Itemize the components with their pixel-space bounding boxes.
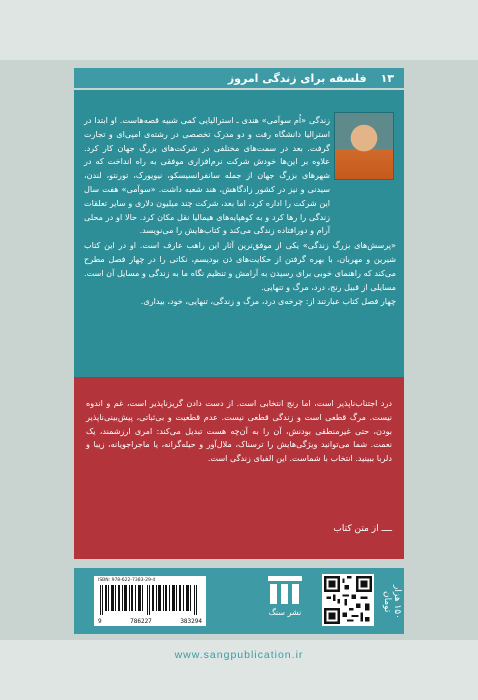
publisher-logo — [262, 574, 308, 626]
publisher-name: نشر سنگ — [268, 608, 302, 617]
barcode-digit-lead: 9 — [98, 618, 102, 625]
series-banner — [74, 68, 404, 88]
isbn-label: ISBN: 978-622-7383-29-4 — [98, 578, 156, 583]
bio-paragraph: چهار فصل کتاب عبارتند از: چرخه‌ی درد، مرگ و زندگی، تنهایی، خود، بیداری. — [140, 296, 396, 307]
book-quote: درد اجتناب‌ناپذیر است، اما رنج انتخابی است. از دست دادن گریزناپذیر است، غم و اندوه نیست. مرگ قطعی است و زندگی قطعی نیست. عدم قطعیت و بی‌ثباتی، پیش‌بینی‌ناپذیر بودن، حتی غیرمنطقی بودنش، آن را به آن‌چه هست تبدیل می‌کند: امری ارزشمند، یک نعمت. شما می‌توانید ویژگی‌هایش را ترسناک، ملال‌آور و حیله‌گرانه، یا ماجراجویانه، زیبا و دلربا ببینید. انتخاب با شماست. این الفبای زندگی است. — [86, 398, 392, 464]
publisher-website: www.sangpublication.ir — [174, 649, 304, 661]
qr-code-icon — [322, 574, 374, 626]
barcode-digits-left: 786227 — [130, 618, 152, 625]
publisher-logo-icon — [268, 576, 302, 606]
author-bio-panel — [74, 90, 404, 377]
price-label: ۱۵۰ هزار تومان — [382, 585, 402, 619]
series-number: ۱۳ — [380, 71, 394, 85]
quote-source: ــــ از متن کتاب — [333, 524, 392, 534]
barcode-digits-right: 383294 — [180, 618, 202, 625]
bio-paragraph: «پرسش‌های بزرگ زندگی» یکی از موفق‌ترین آثار این راهب عارف است. او در این کتاب شیرین و مهربان، با بهره گرفتن از حکایت‌های ذن بودیسم، نکاتی را در چهار فصل مطرح می‌کند که راهنمای خوبی برای رسیدن به آرامش و تنظیم نگاه ما به زندگی و مسایل آن است. مسایلی از قبیل رنج، درد، مرگ و تنهایی. — [84, 240, 396, 292]
top-margin — [0, 0, 478, 60]
footer-panel — [74, 568, 404, 634]
barcode-digits — [94, 618, 206, 625]
quote-panel — [74, 377, 404, 559]
bio-paragraph: زندگی «اُم سوآمی» هندی ـ استرالیایی کمی شبیه قصه‌هاست. او ابتدا در استرالیا دانشگاه رفت و دو مدرک تخصصی در رشته‌ی امپی‌ای و تجارت گرفت. بعد در سمت‌های مختلفی در شرکت‌های بزرگ جهان کار کرد. علاوه بر این‌ها خودش شرکت نرم‌افزاری موفقی به راه انداخت که در شهرهای بزرگ جهان از جمله سانفرانسیسکو، نیویورک، تورنتو، لندن، سیدنی و نیز در کشور زادگاهش، هند شعبه داشت. «سوآمی» هفت سال این شرکت را اداره کرد، اما بعد، شرکت چند میلیون دلاری و سایر تعلقات زندگی را رها کرد و به کوهپایه‌های هیمالیا نقل مکان کرد. حالا او در محلی آرام و دورافتاده زندگی می‌کند و کتاب‌هایش را می‌نویسد. — [84, 115, 330, 236]
series-title: فلسفه برای زندگی امروز — [227, 71, 367, 85]
barcode — [94, 576, 206, 626]
author-bio — [84, 114, 396, 310]
barcode-icon — [100, 585, 200, 615]
